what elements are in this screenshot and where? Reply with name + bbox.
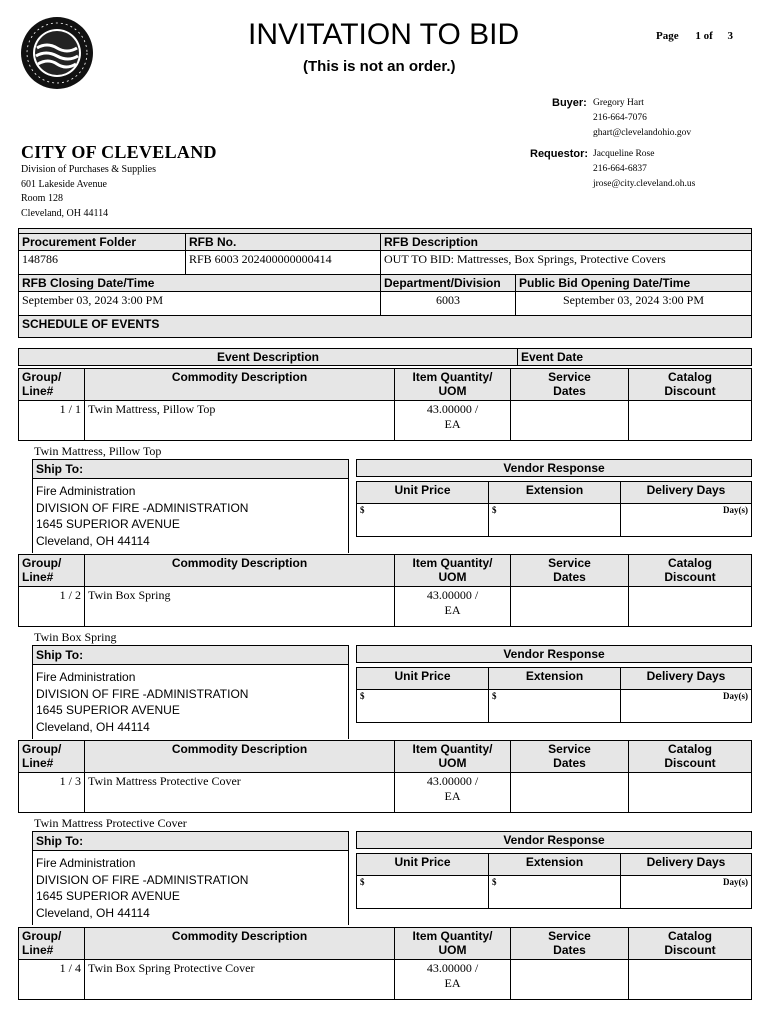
service-dates-header: Service Dates — [511, 555, 629, 587]
line-number: 1 / 3 — [19, 773, 85, 813]
address-line: Cleveland, OH 44114 — [21, 207, 109, 219]
service-dates-cell — [511, 401, 629, 441]
ship-to-box — [32, 459, 349, 553]
vendor-response — [356, 645, 752, 723]
page-indicator — [656, 30, 733, 42]
unit-price-input[interactable]: $ — [357, 876, 489, 909]
bid-info-table — [18, 228, 752, 338]
buyer-email: ghart@clevelandohio.gov — [593, 128, 692, 138]
quantity-value: 43.00000 / — [426, 588, 479, 602]
item-note: Twin Mattress Protective Cover — [34, 816, 187, 830]
address-line: DIVISION OF FIRE -ADMINISTRATION — [36, 872, 249, 887]
item-quantity — [395, 773, 511, 813]
line-item-table — [18, 927, 752, 1000]
catalog-discount-cell — [629, 773, 752, 813]
commodity-header: Commodity Description — [85, 928, 395, 960]
buyer-label: Buyer: — [552, 97, 587, 109]
extension-input[interactable]: $ — [489, 690, 621, 723]
address-line: Cleveland, OH 44114 — [36, 905, 150, 920]
vendor-response-header: Vendor Response — [357, 832, 752, 849]
rfb-no-header: RFB No. — [186, 234, 381, 251]
unit-price-input[interactable]: $ — [357, 504, 489, 537]
page-total: 3 — [727, 30, 734, 42]
group-line-header: Group/ Line# — [19, 555, 85, 587]
procurement-folder-value: 148786 — [19, 251, 186, 275]
quantity-header: Item Quantity/ UOM — [395, 741, 511, 773]
address-line: Fire Administration — [36, 670, 136, 684]
commodity-header: Commodity Description — [85, 555, 395, 587]
commodity-description: Twin Mattress Protective Cover — [85, 773, 395, 813]
buyer-info — [593, 96, 691, 141]
delivery-days-input[interactable]: Day(s) — [621, 504, 752, 537]
quantity-header: Item Quantity/ UOM — [395, 555, 511, 587]
unit-price-header: Unit Price — [357, 482, 489, 504]
commodity-header: Commodity Description — [85, 369, 395, 401]
quantity-value: 43.00000 / — [426, 774, 479, 788]
vendor-response — [356, 831, 752, 909]
delivery-days-header: Delivery Days — [621, 482, 752, 504]
uom-value: EA — [444, 789, 461, 803]
service-dates-header: Service Dates — [511, 928, 629, 960]
address-line: 1645 SUPERIOR AVENUE — [36, 703, 180, 717]
line-number: 1 / 4 — [19, 960, 85, 1000]
ship-to-address — [33, 665, 348, 735]
address-line: 601 Lakeside Avenue — [21, 178, 107, 190]
service-dates-cell — [511, 773, 629, 813]
extension-input[interactable]: $ — [489, 504, 621, 537]
group-line-header: Group/ Line# — [19, 928, 85, 960]
unit-price-header: Unit Price — [357, 854, 489, 876]
address-line: Division of Purchases & Supplies — [21, 164, 156, 175]
city-name: CITY OF CLEVELAND — [21, 142, 217, 162]
catalog-discount-cell — [629, 401, 752, 441]
address-line: DIVISION OF FIRE -ADMINISTRATION — [36, 500, 249, 515]
catalog-discount-cell — [629, 587, 752, 627]
events-header — [18, 348, 752, 366]
closing-date-header: RFB Closing Date/Time — [19, 275, 381, 292]
closing-date-value: September 03, 2024 3:00 PM — [19, 292, 381, 316]
commodity-description: Twin Mattress, Pillow Top — [85, 401, 395, 441]
item-quantity — [395, 960, 511, 1000]
uom-value: EA — [444, 417, 461, 431]
item-quantity — [395, 401, 511, 441]
ship-to-label: Ship To: — [33, 460, 348, 479]
unit-price-header: Unit Price — [357, 668, 489, 690]
buyer-name: Gregory Hart — [593, 98, 644, 108]
vendor-response-header: Vendor Response — [357, 460, 752, 477]
line-item-table — [18, 554, 752, 627]
quantity-value: 43.00000 / — [426, 402, 479, 416]
page-label: Page — [656, 30, 679, 42]
service-dates-cell — [511, 587, 629, 627]
catalog-discount-header: Catalog Discount — [629, 555, 752, 587]
ship-to-box — [32, 831, 349, 925]
service-dates-header: Service Dates — [511, 369, 629, 401]
vendor-response — [356, 459, 752, 537]
opening-date-header: Public Bid Opening Date/Time — [516, 275, 752, 292]
item-note: Twin Mattress, Pillow Top — [34, 444, 162, 458]
ship-to-address — [33, 479, 348, 549]
commodity-header: Commodity Description — [85, 741, 395, 773]
ship-to-address — [33, 851, 348, 921]
catalog-discount-header: Catalog Discount — [629, 369, 752, 401]
commodity-description: Twin Box Spring — [85, 587, 395, 627]
event-date-header: Event Date — [518, 349, 752, 366]
commodity-description: Twin Box Spring Protective Cover — [85, 960, 395, 1000]
unit-price-input[interactable]: $ — [357, 690, 489, 723]
service-dates-header: Service Dates — [511, 741, 629, 773]
quantity-header: Item Quantity/ UOM — [395, 369, 511, 401]
vendor-response-header: Vendor Response — [357, 646, 752, 663]
item-quantity — [395, 587, 511, 627]
line-item-table — [18, 368, 752, 441]
quantity-header: Item Quantity/ UOM — [395, 928, 511, 960]
address-line: 1645 SUPERIOR AVENUE — [36, 517, 180, 531]
group-line-header: Group/ Line# — [19, 741, 85, 773]
line-item-table — [18, 740, 752, 813]
service-dates-cell — [511, 960, 629, 1000]
ship-to-label: Ship To: — [33, 832, 348, 851]
requestor-name: Jacqueline Rose — [593, 149, 655, 159]
rfb-no-value: RFB 6003 202400000000414 — [186, 251, 381, 275]
buyer-phone: 216-664-7076 — [593, 113, 647, 123]
extension-header: Extension — [489, 668, 621, 690]
group-line-header: Group/ Line# — [19, 369, 85, 401]
address-line: Cleveland, OH 44114 — [36, 719, 150, 734]
event-description-header: Event Description — [19, 349, 518, 366]
address-line: Fire Administration — [36, 484, 136, 498]
page-title: INVITATION TO BID — [248, 18, 520, 51]
delivery-days-input[interactable]: Day(s) — [621, 690, 752, 723]
extension-header: Extension — [489, 854, 621, 876]
address-line: Room 128 — [21, 193, 63, 204]
opening-date-value: September 03, 2024 3:00 PM — [516, 292, 752, 316]
department-header: Department/Division — [381, 275, 516, 292]
requestor-email: jrose@city.cleveland.oh.us — [593, 179, 696, 189]
catalog-discount-cell — [629, 960, 752, 1000]
page-subtitle: (This is not an order.) — [303, 58, 456, 75]
item-note: Twin Box Spring — [34, 630, 117, 644]
page-number: 1 — [695, 30, 701, 42]
requestor-info — [593, 147, 695, 192]
uom-value: EA — [444, 976, 461, 990]
requestor-phone: 216-664-6837 — [593, 164, 647, 174]
catalog-discount-header: Catalog Discount — [629, 741, 752, 773]
extension-input[interactable]: $ — [489, 876, 621, 909]
city-seal — [20, 16, 94, 90]
rfb-description-value: OUT TO BID: Mattresses, Box Springs, Protective Covers — [381, 251, 752, 275]
page-of: of — [703, 30, 713, 42]
extension-header: Extension — [489, 482, 621, 504]
city-address — [21, 163, 156, 221]
rfb-description-header: RFB Description — [381, 234, 752, 251]
schedule-of-events: SCHEDULE OF EVENTS — [19, 316, 752, 338]
ship-to-label: Ship To: — [33, 646, 348, 665]
uom-value: EA — [444, 603, 461, 617]
requestor-label: Requestor: — [530, 148, 589, 160]
department-value: 6003 — [381, 292, 516, 316]
procurement-folder-header: Procurement Folder — [19, 234, 186, 251]
delivery-days-header: Delivery Days — [621, 854, 752, 876]
delivery-days-input[interactable]: Day(s) — [621, 876, 752, 909]
catalog-discount-header: Catalog Discount — [629, 928, 752, 960]
ship-to-box — [32, 645, 349, 739]
address-line: DIVISION OF FIRE -ADMINISTRATION — [36, 686, 249, 701]
line-number: 1 / 2 — [19, 587, 85, 627]
address-line: Fire Administration — [36, 856, 136, 870]
address-line: 1645 SUPERIOR AVENUE — [36, 889, 180, 903]
address-line: Cleveland, OH 44114 — [36, 533, 150, 548]
line-number: 1 / 1 — [19, 401, 85, 441]
quantity-value: 43.00000 / — [426, 961, 479, 975]
delivery-days-header: Delivery Days — [621, 668, 752, 690]
